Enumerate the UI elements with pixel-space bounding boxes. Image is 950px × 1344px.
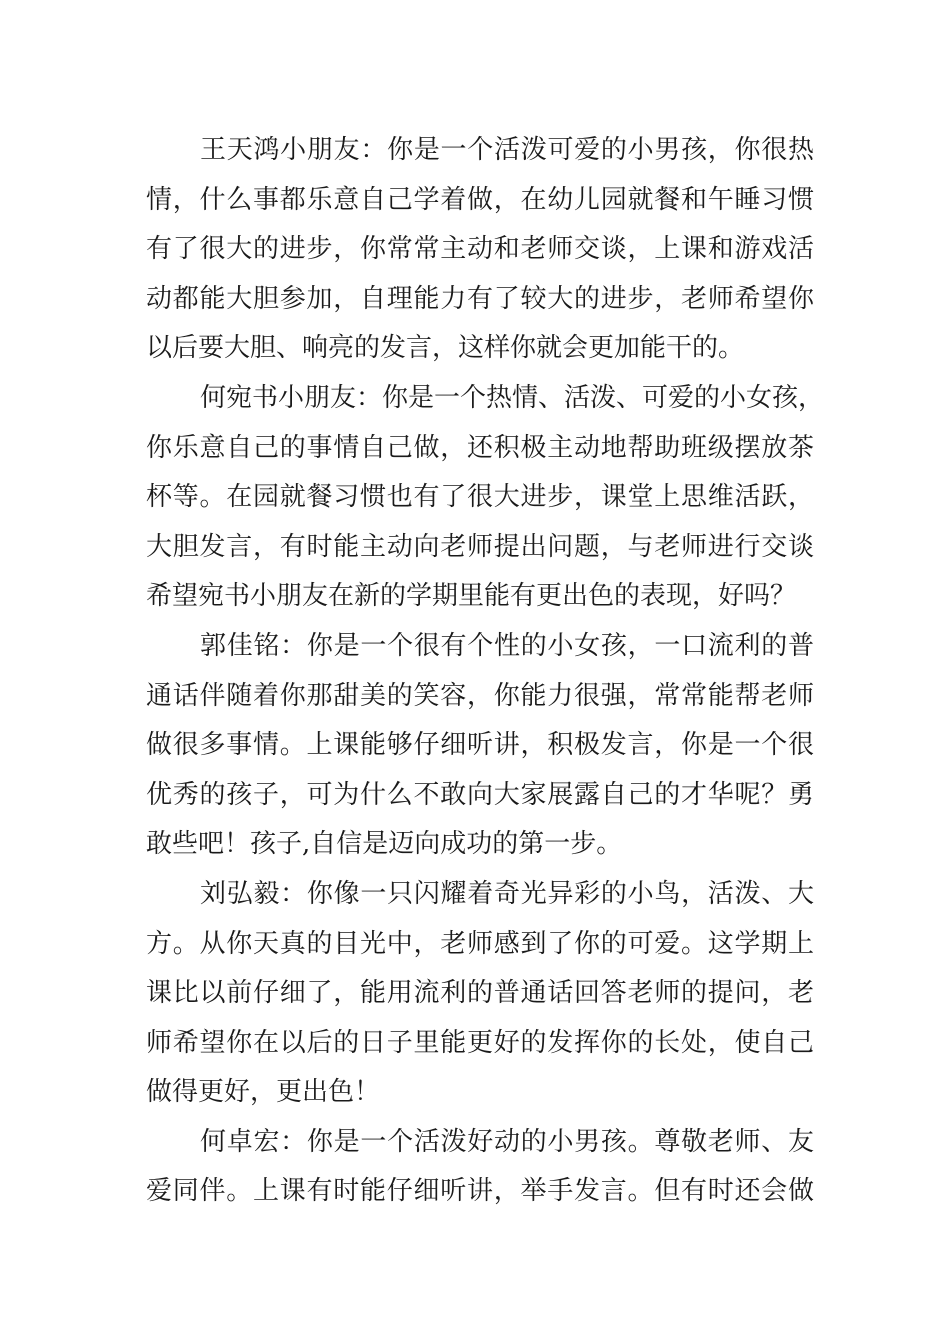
paragraph-wang-tianhong (146, 126, 814, 374)
text-line: 方。从你天真的目光中，老师感到了你的可爱。这学期上 (146, 928, 814, 959)
paragraph-liu-hongyi (146, 870, 814, 1118)
paragraph-guo-jiaming (146, 622, 814, 870)
document-body (146, 126, 825, 1217)
text-line: 以后要大胆、响亮的发言，这样你就会更加能干的。 (146, 333, 745, 364)
text-line: 做得更好，更出色！ (146, 1077, 381, 1108)
text-line: 杯等。在园就餐习惯也有了很大进步，课堂上思维活跃， (146, 482, 814, 513)
text-line: 郭佳铭：你是一个很有个性的小女孩，一口流利的普 (200, 630, 814, 661)
text-line: 王天鸿小朋友：你是一个活泼可爱的小男孩，你很热 (200, 135, 814, 165)
text-line: 爱同伴。上课有时能仔细听讲，举手发言。但有时还会做 (146, 1176, 814, 1207)
text-line: 何宛书小朋友：你是一个热情、活泼、可爱的小女孩， (200, 382, 825, 413)
paragraph-he-wanshu (146, 374, 825, 622)
text-line: 做很多事情。上课能够仔细听讲，积极发言，你是一个很 (146, 730, 814, 761)
text-line: 敢些吧！孩子,自信是迈向成功的第一步。 (146, 829, 623, 860)
text-line: 大胆发言，有时能主动向老师提出问题，与老师进行交谈 (146, 531, 814, 562)
text-line: 你乐意自己的事情自己做，还积极主动地帮助班级摆放茶 (146, 432, 814, 463)
text-line: 刘弘毅：你像一只闪耀着奇光异彩的小鸟，活泼、大 (200, 878, 814, 909)
text-line: 有了很大的进步，你常常主动和老师交谈，上课和游戏活 (146, 234, 814, 265)
text-line: 希望宛书小朋友在新的学期里能有更出色的表现，好吗？ (146, 581, 797, 612)
text-line: 动都能大胆参加，自理能力有了较大的进步，老师希望你 (146, 283, 814, 314)
text-line: 优秀的孩子，可为什么不敢向大家展露自己的才华呢？勇 (146, 779, 814, 810)
text-line: 情，什么事都乐意自己学着做，在幼儿园就餐和午睡习惯 (146, 184, 814, 215)
text-line: 师希望你在以后的日子里能更好的发挥你的长处，使自己 (146, 1027, 814, 1058)
text-line: 通话伴随着你那甜美的笑容，你能力很强，常常能帮老师 (146, 680, 814, 711)
text-line: 课比以前仔细了，能用流利的普通话回答老师的提问，老 (146, 978, 814, 1009)
paragraph-he-zhuohong (146, 1118, 814, 1217)
text-line: 何卓宏：你是一个活泼好动的小男孩。尊敬老师、友 (200, 1126, 814, 1157)
